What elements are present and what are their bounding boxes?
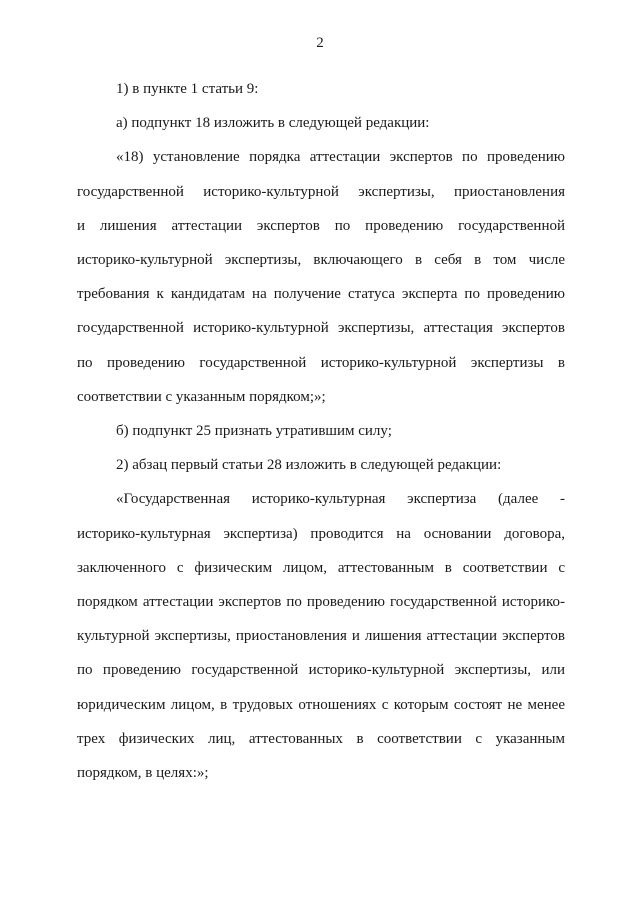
text-line: порядком, в целях:»;	[77, 765, 209, 782]
text-line: государственной историко-культурной экспертизы, аттестация экспертов	[77, 320, 565, 337]
page-number: 2	[316, 35, 324, 51]
paragraph-5	[77, 448, 565, 482]
paragraph-3	[77, 140, 565, 414]
text-line: и лишения аттестации экспертов по проведению государственной	[77, 217, 565, 234]
text-line: «Государственная историко-культурная экспертиза (далее -	[116, 491, 565, 508]
paragraph-6	[77, 482, 565, 790]
text-line: соответствии с указанным порядком;»;	[77, 388, 326, 405]
paragraph-1	[77, 72, 565, 106]
text-line: культурной экспертизы, приостановления и лишения аттестации экспертов	[77, 628, 565, 645]
text-line: а) подпункт 18 изложить в следующей редакции:	[116, 115, 430, 132]
text-line: историко-культурная экспертиза) проводится на основании договора,	[77, 525, 565, 542]
text-line: по проведению государственной историко-культурной экспертизы в	[77, 354, 565, 371]
text-line: 2) абзац первый статьи 28 изложить в следующей редакции:	[116, 457, 502, 474]
text-line: «18) установление порядка аттестации экспертов по проведению	[116, 149, 565, 166]
text-line: б) подпункт 25 признать утратившим силу;	[116, 423, 392, 440]
text-line: заключенного с физическим лицом, аттестованным в соответствии с	[77, 559, 565, 576]
text-line: по проведению государственной историко-культурной экспертизы, или	[77, 662, 565, 679]
text-line: 1) в пункте 1 статьи 9:	[116, 81, 259, 97]
paragraph-2	[77, 106, 565, 140]
text-line: государственной историко-культурной экспертизы, приостановления	[77, 183, 565, 200]
text-line: историко-культурной экспертизы, включающего в себя в том числе	[77, 252, 565, 269]
text-line: требования к кандидатам на получение статуса эксперта по проведению	[77, 286, 565, 303]
text-line: порядком аттестации экспертов по проведению государственной историко-	[77, 594, 565, 611]
paragraph-4	[77, 414, 565, 448]
text-line: трех физических лиц, аттестованных в соответствии с указанным	[77, 730, 565, 747]
document-body	[77, 72, 565, 790]
text-line: юридическим лицом, в трудовых отношениях с которым состоят не менее	[77, 696, 565, 713]
